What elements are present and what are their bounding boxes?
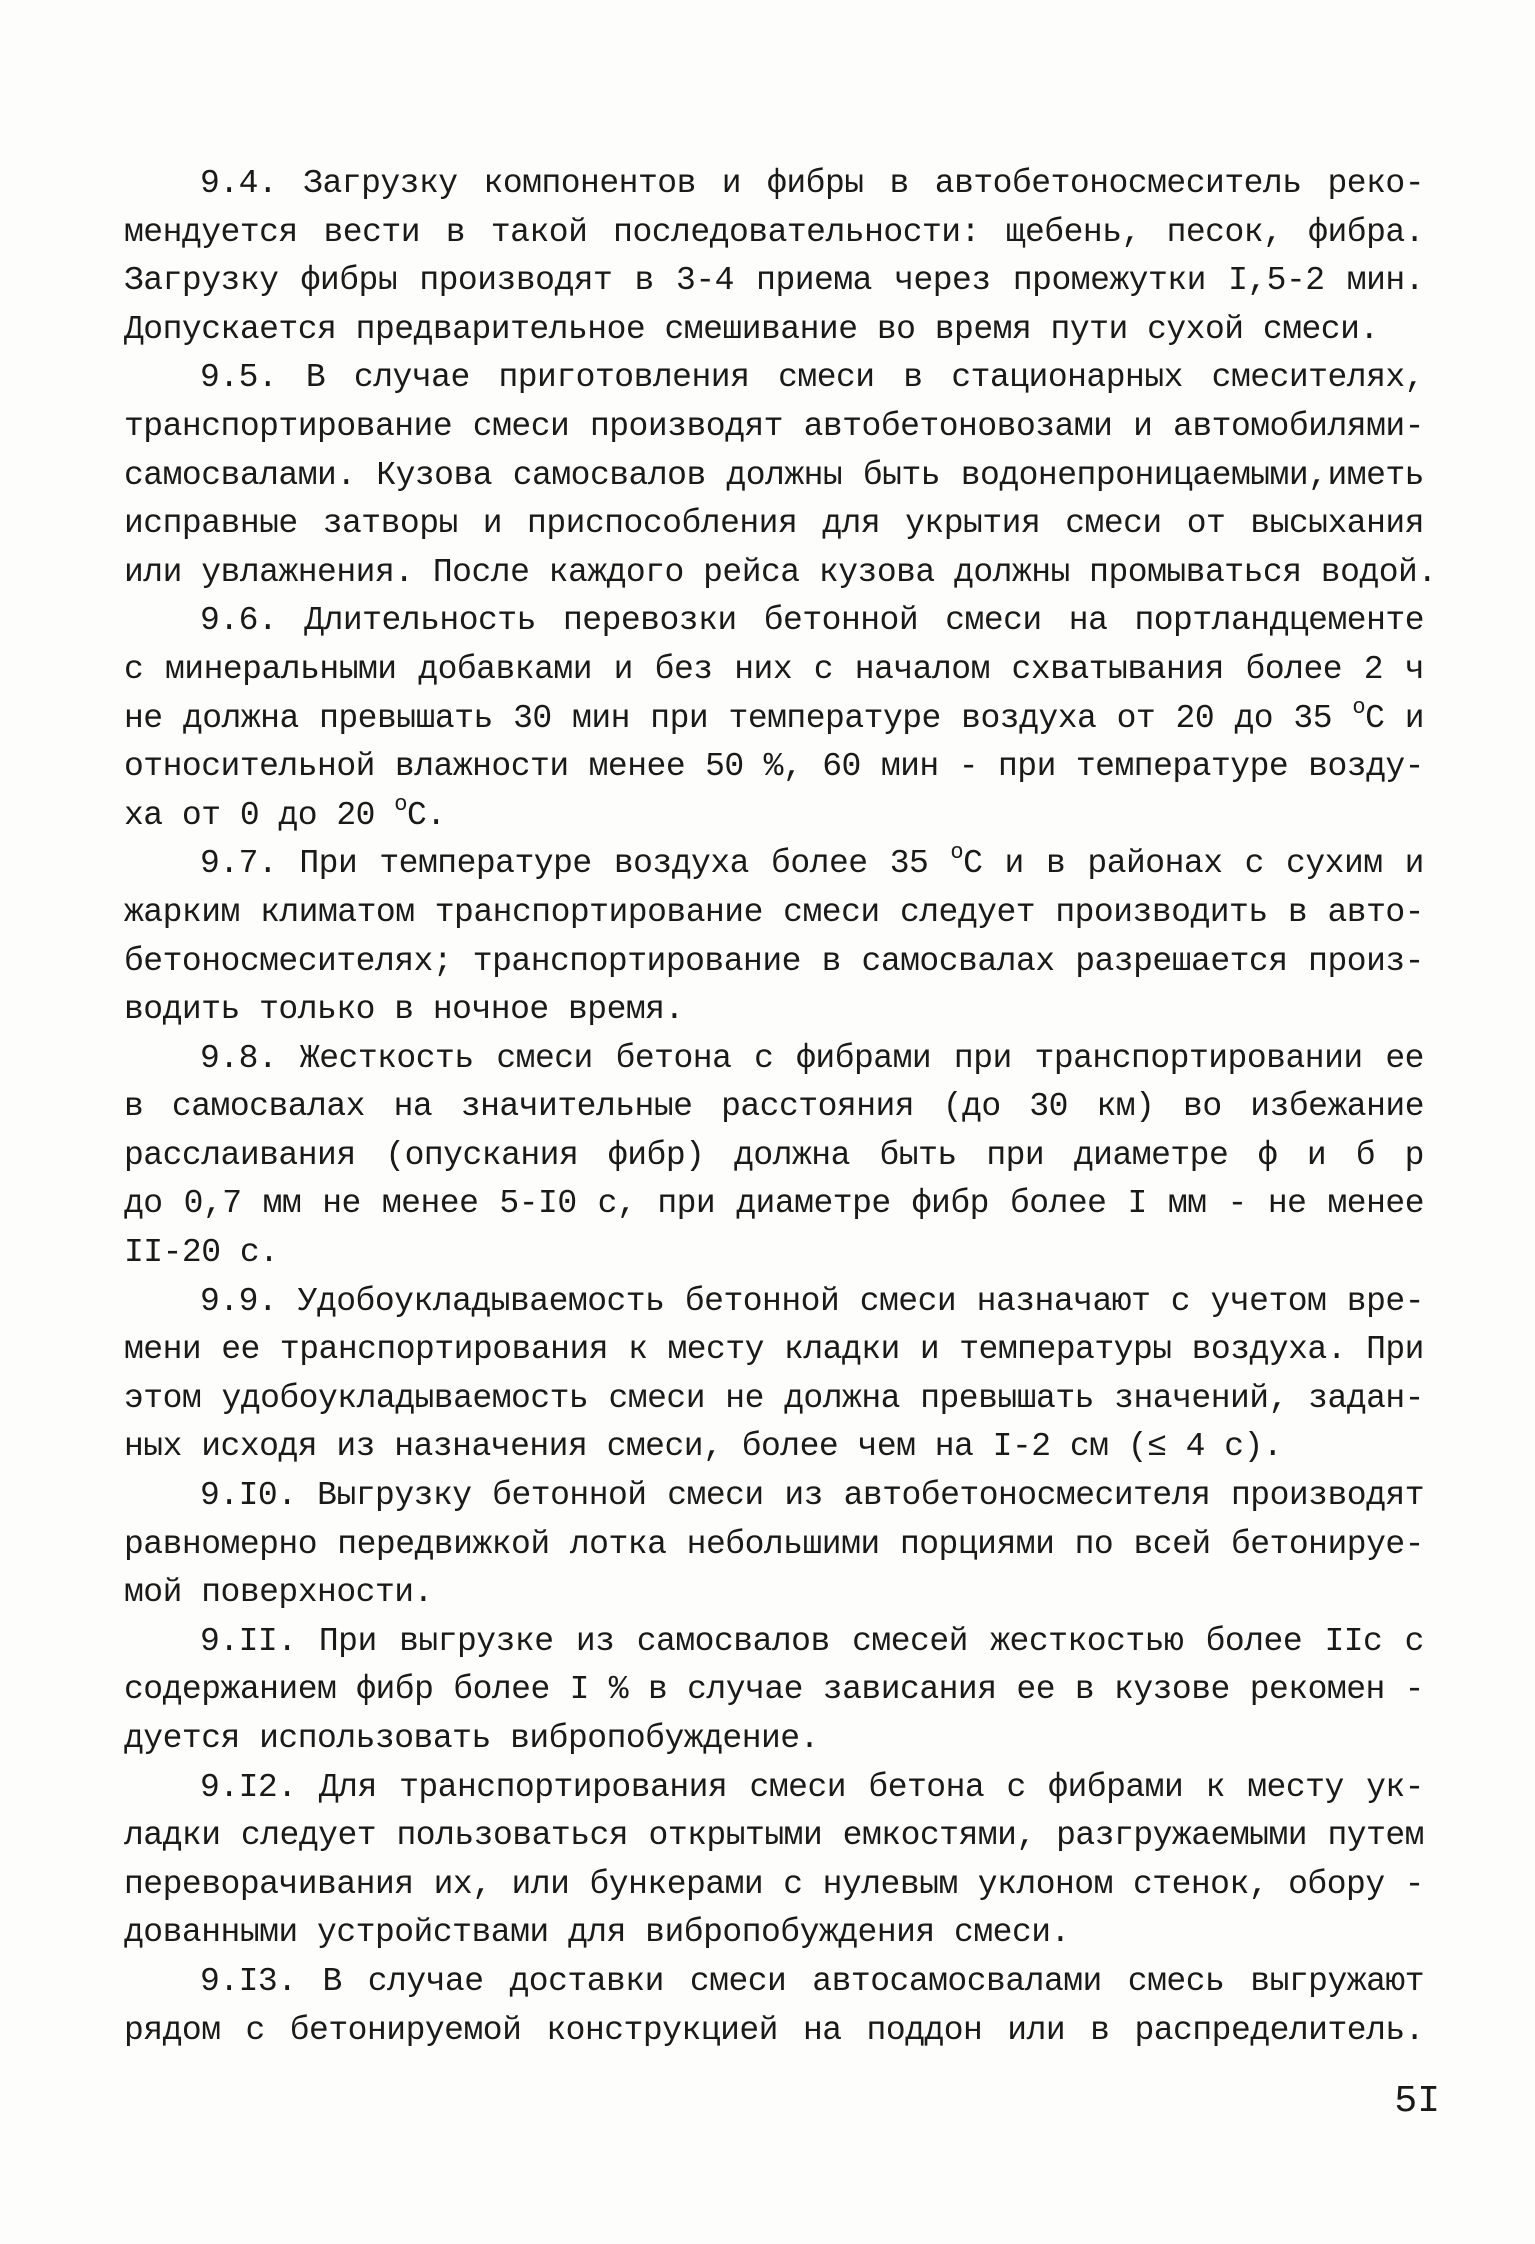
text-line: II-20 с. xyxy=(124,1234,279,1272)
text-line: этом удобоукладываемость смеси не должна превышать значений, задан- xyxy=(124,1379,1424,1417)
text-line: переворачивания их, или бункерами с нулевым уклоном стенок, обору - xyxy=(124,1865,1424,1903)
paragraph-9-12 xyxy=(124,1764,1424,1958)
paragraph-9-8 xyxy=(124,1035,1424,1278)
text-line: 9.6. Длительность перевозки бетонной смеси на портландцементе xyxy=(200,602,1424,640)
text-line: 9.4. Загрузку компонентов и фибры в автобетоносмеситель реко- xyxy=(200,165,1424,202)
text-line: исправные затворы и приспособления для укрытия смеси от высыхания xyxy=(124,505,1424,543)
text-line: не должна превышать 30 мин при температуре воздуха от 20 до 35 $^o$С и xyxy=(124,694,1424,737)
text-line: в самосвалах на значительные расстояния (до 30 км) во избежание xyxy=(124,1088,1424,1126)
text-line: 9.7. При температуре воздуха более 35 $^o$С и в районах с сухим и xyxy=(200,840,1424,883)
paragraph-9-11 xyxy=(124,1618,1424,1764)
text-line: расслаивания (опускания фибр) должна быть при диаметре ф и б р xyxy=(124,1136,1424,1174)
paragraph-9-5 xyxy=(124,354,1437,597)
degree-sign: o xyxy=(950,840,964,866)
text-line: 9.5. В случае приготовления смеси в стационарных смесителях, xyxy=(200,359,1424,397)
paragraph-9-10 xyxy=(124,1472,1424,1618)
text-line: рядом с бетонируемой конструкцией на поддон или в распределитель. xyxy=(124,2011,1424,2049)
text-line: 9.II. При выгрузке из самосвалов смесей жесткостью более IIс с xyxy=(200,1622,1424,1660)
text-line: или увлажнения. После каждого рейса кузова должны промываться водой. xyxy=(124,553,1437,591)
text-line: ных исходя из назначения смеси, более чем на I-2 см (≤ 4 с). xyxy=(124,1428,1283,1466)
text-line: равномерно передвижкой лотка небольшими порциями по всей бетонируе- xyxy=(124,1525,1424,1563)
text-line: Допускается предварительное смешивание во время пути сухой смеси. xyxy=(124,310,1379,348)
paragraph-9-9 xyxy=(124,1278,1424,1472)
text-line: 9.8. Жесткость смеси бетона с фибрами при транспортировании ее xyxy=(200,1039,1424,1077)
text-line: водить только в ночное время. xyxy=(124,991,684,1029)
degree-sign: o xyxy=(1352,694,1366,720)
text-line: ладки следует пользоваться открытыми емкостями, разгружаемыми путем xyxy=(124,1817,1424,1855)
text-line: до 0,7 мм не менее 5-I0 с, при диаметре фибр более I мм - не менее xyxy=(124,1185,1424,1223)
text-line: бетоносмесителях; транспортирование в самосвалах разрешается произ- xyxy=(124,942,1424,980)
paragraph-9-4 xyxy=(124,160,1424,354)
text-line: относительной влажности менее 50 %, 60 мин - при температуре возду- xyxy=(124,748,1424,786)
text-line: 9.I2. Для транспортирования смеси бетона с фибрами к месту ук- xyxy=(200,1768,1424,1806)
paragraph-9-6 xyxy=(124,597,1424,840)
paragraph-9-7 xyxy=(124,840,1424,1034)
document-body xyxy=(124,160,1437,2055)
text-line: Загрузку фибры производят в 3-4 приема через промежутки I,5-2 мин. xyxy=(124,262,1424,300)
text-line: транспортирование смеси производят автобетоновозами и автомобилями- xyxy=(124,407,1424,445)
text-line: дуется использовать вибропобуждение. xyxy=(124,1720,819,1757)
text-line: 9.I3. В случае доставки смеси автосамосвалами смесь выгружают xyxy=(200,1962,1424,2000)
degree-sign: o xyxy=(394,791,407,817)
text-line: мендуется вести в такой последовательности: щебень, песок, фибра. xyxy=(124,213,1424,251)
text-line: 9.I0. Выгрузку бетонной смеси из автобетоносмесителя производят xyxy=(200,1477,1424,1515)
text-line: дованными устройствами для вибропобуждения смеси. xyxy=(124,1914,1070,1952)
text-line: содержанием фибр более I % в случае зависания ее в кузове рекомен - xyxy=(124,1671,1424,1709)
page-number: 5I xyxy=(1394,2080,1440,2123)
text-line: самосвалами. Кузова самосвалов должны быть водонепроницаемыми,иметь xyxy=(124,456,1424,494)
text-line: мой поверхности. xyxy=(124,1574,433,1612)
text-line: с минеральными добавками и без них с началом схватывания более 2 ч xyxy=(124,650,1424,688)
text-line: жарким климатом транспортирование смеси следует производить в авто- xyxy=(124,893,1424,931)
text-line: мени ее транспортирования к месту кладки и температуры воздуха. При xyxy=(124,1331,1424,1369)
paragraph-9-13 xyxy=(124,1958,1424,2055)
text-line: 9.9. Удобоукладываемость бетонной смеси назначают с учетом вре- xyxy=(200,1282,1424,1320)
text-line: ха от 0 до 20 $^o$С. xyxy=(124,791,446,834)
